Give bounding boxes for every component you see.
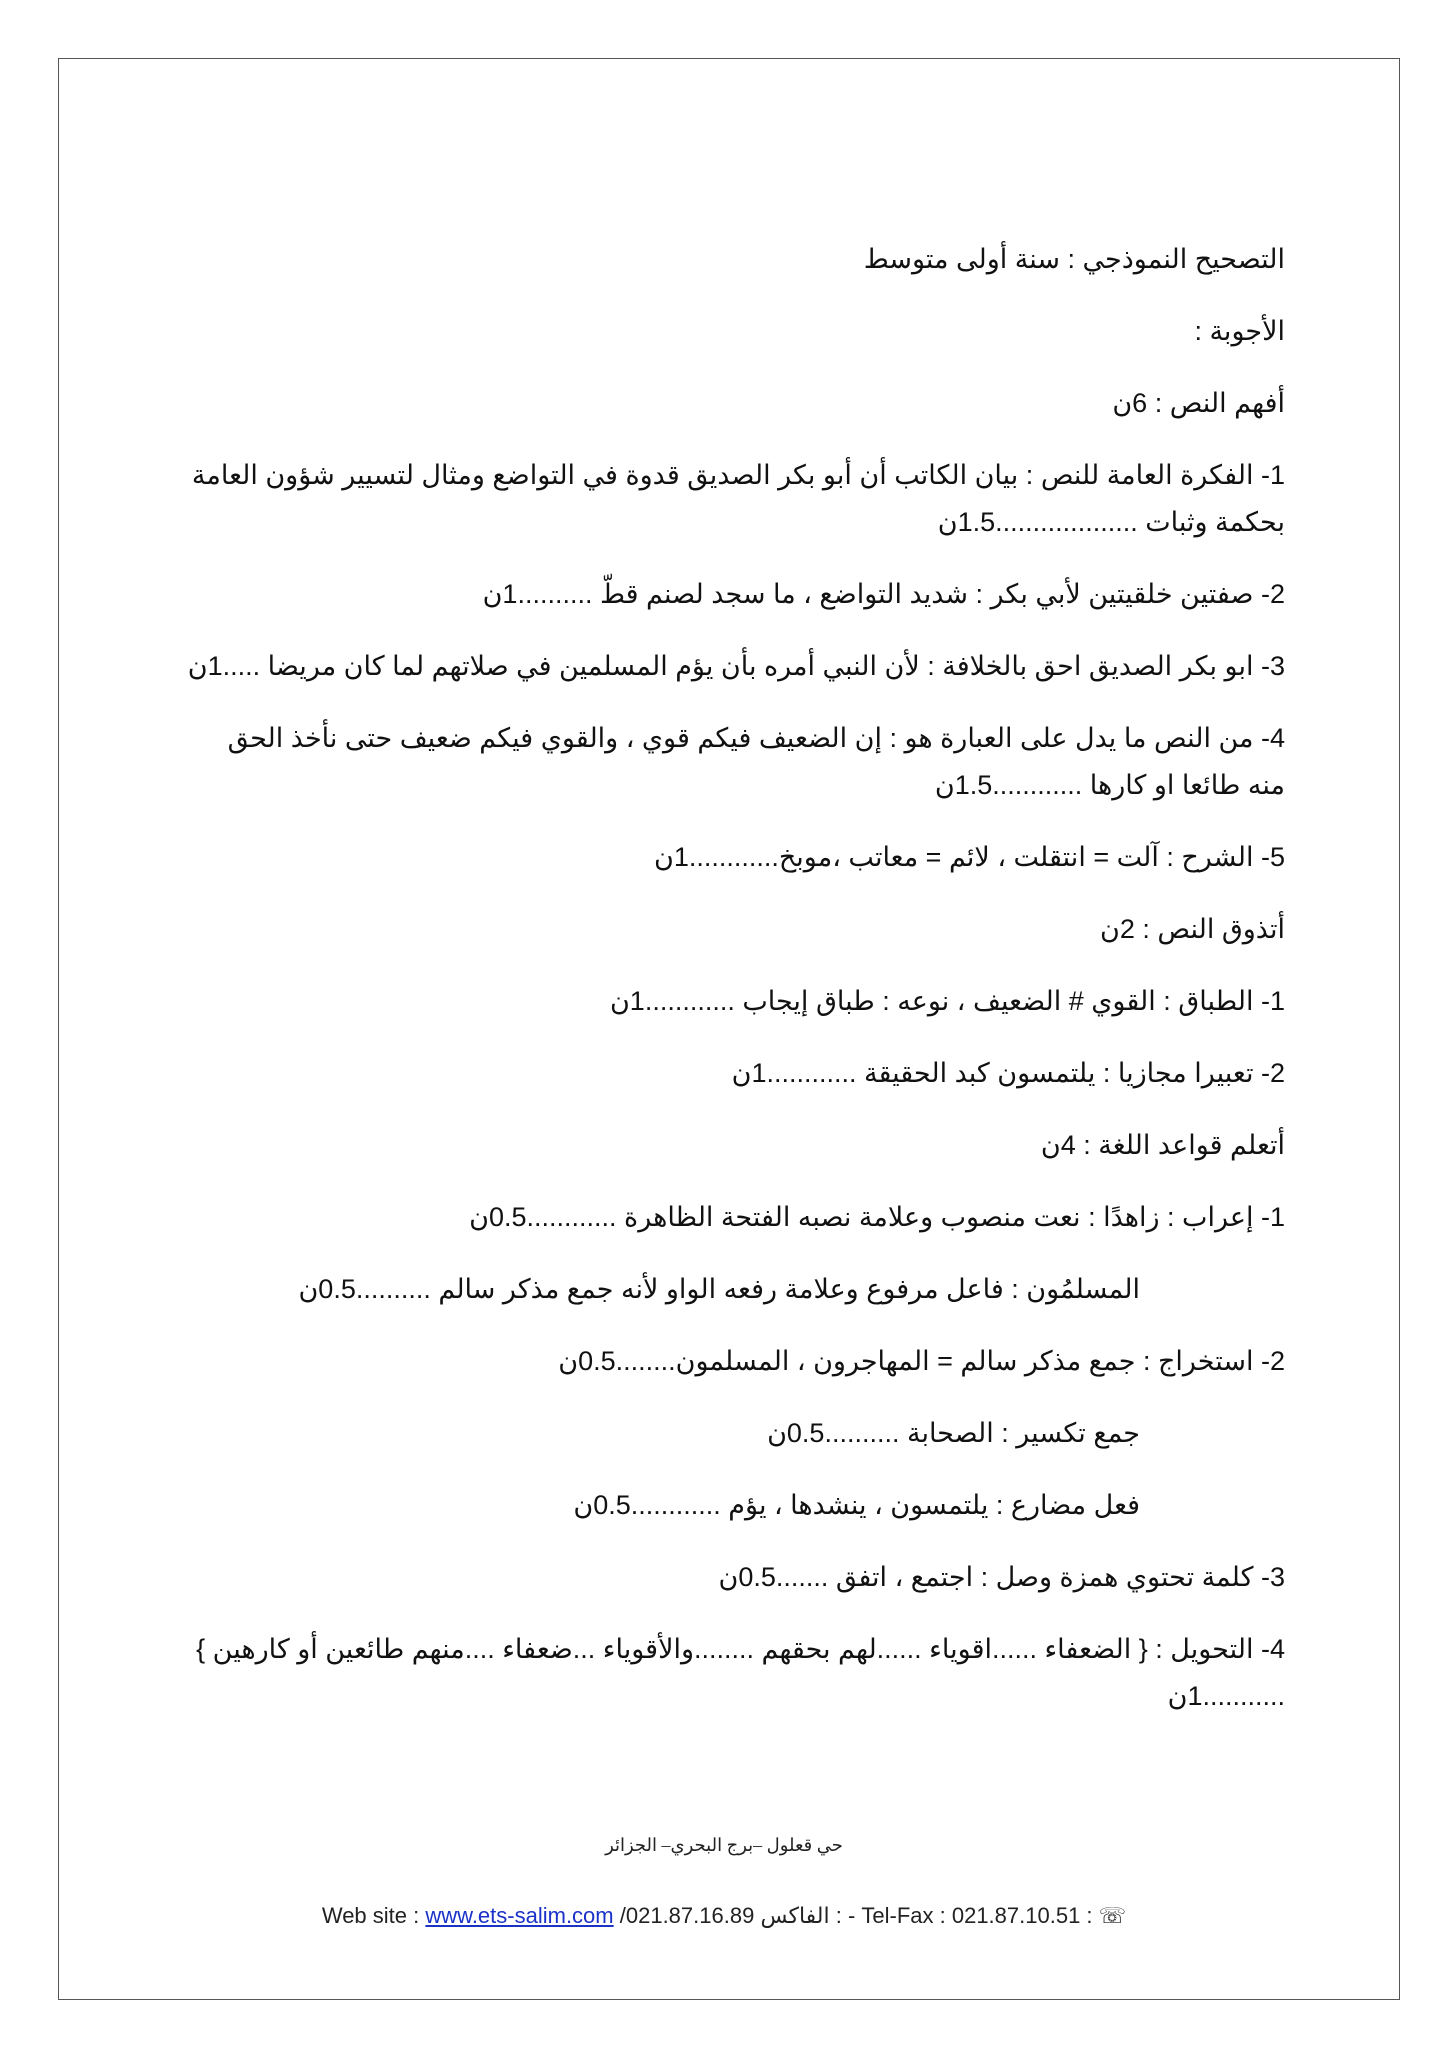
website-link[interactable]: www.ets-salim.com [425, 1903, 614, 1928]
answer-item: 3- كلمة تحتوي همزة وصل : اجتمع ، اتفق .......0.5ن [718, 1562, 1285, 1592]
answer-item: 2- استخراج : جمع مذكر سالم = المهاجرون ، المسلمون........0.5ن [558, 1346, 1285, 1376]
answer-item: 3- ابو بكر الصديق احق بالخلافة : لأن النبي أمره بأن يؤم المسلمين في صلاتهم لما كان مريضا .....1ن [187, 651, 1285, 681]
answer-subitem: المسلمُون : فاعل مرفوع وعلامة رفعه الواو لأنه جمع مذكر سالم ..........0.5ن [298, 1274, 1140, 1304]
document-title: التصحيح النموذجي : سنة أولى متوسط [863, 244, 1285, 274]
section-heading: أتعلم قواعد اللغة : 4ن [1040, 1130, 1285, 1160]
section-heading: أفهم النص : 6ن [1112, 388, 1285, 418]
answer-item: 2- صفتين خلقيتين لأبي بكر : شديد التواضع ، ما سجد لصنم قطّ ..........1ن [482, 579, 1285, 609]
footer-contact [0, 1903, 1448, 1929]
answer-item: 4- التحويل : { الضعفاء ......اقوياء ......لهم بحقهم ........والأقوياء ...ضعفاء ....منهم طائعين أو كارهين } ...........1ن [196, 1634, 1285, 1711]
answer-item: 1- الفكرة العامة للنص : بيان الكاتب أن أبو بكر الصديق قدوة في التواضع ومثال لتسيير شؤون العامة بحكمة وثبات ...................1.5ن [191, 460, 1285, 537]
web-site-label: Web site : [321, 1903, 420, 1928]
footer-address: حي قعلول –برج البحري– الجزائر [605, 1835, 843, 1855]
answer-item: 4- من النص ما يدل على العبارة هو : إن الضعيف فيكم قوي ، والقوي فيكم ضعيف حتى نأخذ الحق منه طائعا او كارها ............1.5ن [227, 723, 1285, 800]
answer-subitem: فعل مضارع : يلتمسون ، ينشدها ، يؤم ............0.5ن [573, 1490, 1140, 1520]
section-heading: أتذوق النص : 2ن [1100, 914, 1285, 944]
answers-label: الأجوبة : [1194, 316, 1285, 346]
answer-item: 5- الشرح : آلت = انتقلت ، لائم = معاتب ،موبخ............1ن [653, 842, 1285, 872]
answer-item: 1- الطباق : القوي # الضعيف ، نوعه : طباق إيجاب ............1ن [609, 986, 1285, 1016]
answer-item: 2- تعبيرا مجازيا : يلتمسون كبد الحقيقة ............1ن [731, 1058, 1285, 1088]
answer-subitem: جمع تكسير : الصحابة ..........0.5ن [767, 1418, 1140, 1448]
document-body [185, 236, 1285, 1745]
answer-item: 1- إعراب : زاهدًا : نعت منصوب وعلامة نصبه الفتحة الظاهرة ............0.5ن [469, 1202, 1285, 1232]
fax-phone-text: /021.87.16.89 الفاكس : - Tel-Fax : 021.87.10.51 : [619, 1903, 1093, 1928]
telephone-icon: ☏ [1098, 1903, 1127, 1928]
